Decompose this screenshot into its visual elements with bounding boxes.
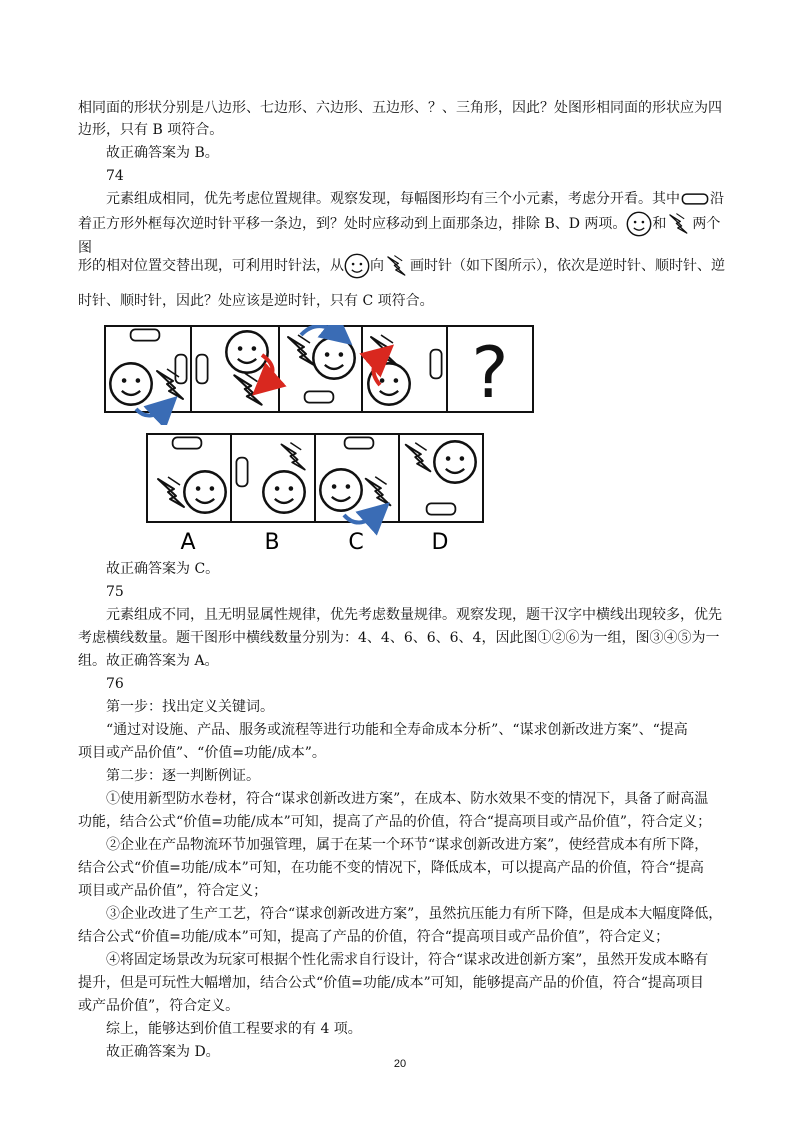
option-label-a: A — [180, 530, 196, 553]
smiley-icon — [344, 253, 370, 279]
q74-question-figure — [104, 325, 534, 425]
q76-number: 76 — [106, 676, 124, 692]
q74-line-1-tail: 沿 — [710, 191, 724, 207]
q76-item2-b: 结合公式“价值=功能/成本”可知，在功能不变的情况下，降低成本，可以提高产品的价值，符合“提高 — [78, 860, 704, 876]
q76-summary: 综上，能够达到价值工程要求的有 4 项。 — [106, 1021, 362, 1037]
q74-line-3-tail: 画时针（如下图所示），依次是逆时针、顺时针、逆 — [410, 258, 725, 274]
q76-item2-c: 项目或产品价值”，符合定义； — [78, 883, 268, 899]
smiley-icon — [226, 331, 267, 372]
pill-icon — [196, 355, 207, 384]
q74-line-1-text: 元素组成相同，优先考虑位置规律。观察发现，每幅图形均有三个小元素，考虑分开看。其中 — [106, 191, 680, 207]
q76-step2: 第二步：逐一判断例证。 — [106, 768, 260, 784]
q74-line-4: 时针、顺时针，因此？处应该是逆时针，只有 C 项符合。 — [78, 293, 434, 309]
option-label-c: C — [348, 530, 364, 553]
q74-line-2-and: 和 — [652, 216, 667, 232]
pill-icon — [305, 391, 334, 402]
smiley-icon — [626, 211, 652, 237]
pill-icon — [427, 503, 456, 514]
q74-number: 74 — [106, 168, 124, 184]
smiley-icon — [320, 469, 361, 510]
q76-item4-c: 或产品价值”，符合定义。 — [78, 998, 240, 1014]
lightning-icon — [384, 253, 410, 279]
q76-keywords-1: “通过对设施、产品、服务或流程等进行功能和全寿命成本分析”、“谋求创新改进方案”、“提高 — [106, 722, 688, 738]
q76-item4-a: ④将固定场景改为玩家可根据个性化需求自行设计，符合“谋求改进创新方案”，虽然开发成本略有 — [106, 952, 709, 968]
q75-line-2: 考虑横线数量。题干图形中横线数量分别为：4、4、6、6、6、4，因此图①②⑥为一组，图③④⑤为一组。 — [78, 630, 720, 669]
q74-line-2-text: 着正方形外框每次逆时针平移一条边，到？处时应移动到上面那条边，排除 B、D 两项。 — [78, 216, 627, 232]
q76-item2-a: ②企业在产品物流环节加强管理，属于在某一个环节“谋求创新改进方案”，使经营成本有所下降， — [106, 837, 709, 853]
smiley-icon — [313, 337, 354, 378]
q76-keywords-2: 项目或产品价值”、“价值=功能/成本”。 — [78, 745, 326, 761]
q76-item1-b: 功能，结合公式“价值=功能/成本”可知，提高了产品的价值，符合“提高项目或产品价值”，符合定义； — [78, 814, 712, 830]
q75-answer: 故正确答案为 A。 — [106, 653, 219, 669]
q76-step1: 第一步：找出定义关键词。 — [106, 699, 274, 715]
q76-item3-b: 结合公式“价值=功能/成本”可知，提高了产品的价值，符合“提高项目或产品价值”，符合定义； — [78, 929, 670, 945]
q74-line-3-text: 形的相对位置交替出现，可利用时针法，从 — [78, 258, 344, 274]
pill-icon — [680, 192, 710, 206]
pill-icon — [236, 458, 247, 487]
smiley-icon — [184, 471, 225, 512]
q74-options-figure — [146, 433, 486, 553]
q74-line-2-tail: 两个图 — [78, 216, 721, 256]
smiley-icon — [110, 363, 151, 404]
q73-answer: 故正确答案为 B。 — [106, 145, 219, 161]
q74-answer: 故正确答案为 C。 — [106, 561, 220, 577]
pill-icon — [345, 437, 374, 448]
question-mark: ? — [471, 332, 509, 414]
q76-item4-b: 提升，但是可玩性大幅增加，结合公式“价值=功能/成本”可知，能够提高产品的价值，符合“提高项目 — [78, 975, 704, 991]
q76-item1-a: ①使用新型防水卷材，符合“谋求创新改进方案”，在成本、防水效果不变的情况下，具备了耐高温 — [106, 791, 709, 807]
q76-item3-a: ③企业改进了生产工艺，符合“谋求创新改进方案”，虽然抗压能力有所下降，但是成本大幅度降低， — [106, 906, 723, 922]
smiley-icon — [263, 471, 304, 512]
option-label-d: D — [431, 530, 449, 553]
q73-line-2: 边形，只有 B 项符合。 — [78, 122, 224, 138]
pill-icon — [131, 329, 160, 340]
q75-line-1: 元素组成不同，且无明显属性规律，优先考虑数量规律。观察发现，题干汉字中横线出现较多，优先 — [106, 607, 722, 623]
page-number: 20 — [393, 1058, 407, 1070]
lightning-icon — [666, 211, 692, 237]
q74-line-3 — [78, 253, 728, 279]
pill-icon — [430, 350, 441, 379]
pill-icon — [173, 437, 202, 448]
pill-icon — [175, 355, 186, 384]
q74-line-3-to: 向 — [370, 258, 384, 274]
q74-line-1 — [78, 188, 731, 211]
option-label-b: B — [264, 530, 280, 553]
q75-number: 75 — [106, 584, 124, 600]
q76-answer: 故正确答案为 D。 — [106, 1044, 220, 1060]
smiley-icon — [434, 441, 475, 482]
q73-line-1: 相同面的形状分别是八边形、七边形、六边形、五边形、？、三角形，因此？处图形相同面的形状应为四 — [78, 100, 722, 116]
